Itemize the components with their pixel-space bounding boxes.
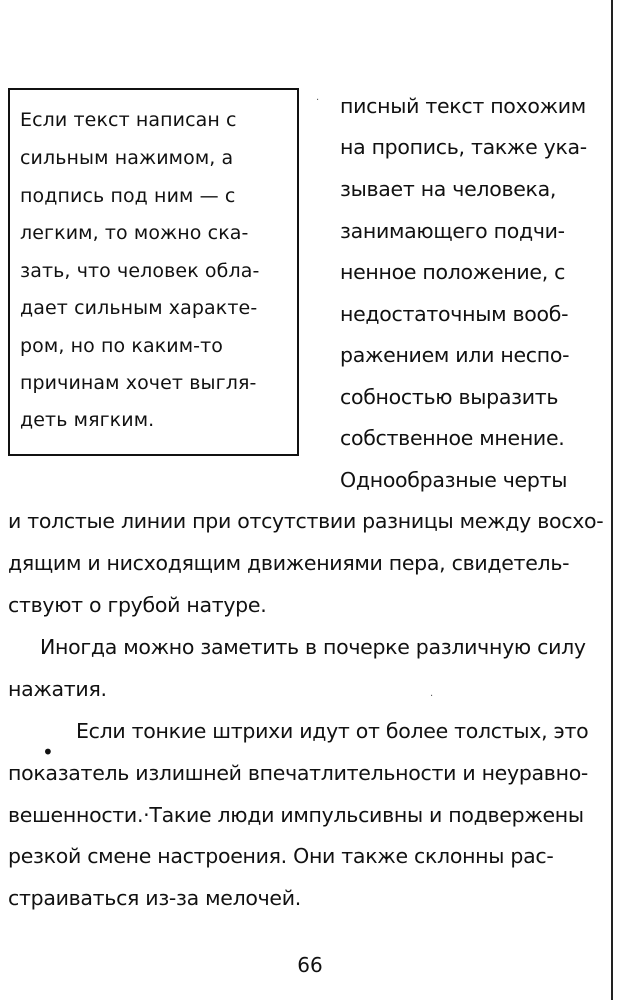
column-line: писный текст похожим — [340, 94, 586, 118]
sidebar-line: деть мягким. — [20, 409, 155, 431]
speck: · — [430, 691, 434, 702]
speck: · — [316, 95, 320, 106]
sidebar-line: легким, то можно ска- — [20, 222, 249, 244]
column-line: недостаточным вооб- — [340, 302, 569, 326]
page-edge-line — [611, 0, 613, 1000]
sidebar-line: ром, но по каким-то — [20, 335, 223, 357]
column-line: собственное мнение. — [340, 426, 565, 450]
body-line: показатель излишней впечатлительности и неуравно- — [8, 761, 589, 785]
column-line: ражением или неспо- — [340, 343, 570, 367]
sidebar-line: подпись под ним — с — [20, 185, 236, 207]
body-line: Иногда можно заметить в почерке различную силу — [40, 635, 586, 659]
body-line: вешенности.·Такие люди импульсивны и подвержены — [8, 803, 584, 827]
column-line: на пропись, также ука- — [340, 135, 587, 159]
sidebar-line: причинам хочет выгля- — [20, 372, 257, 394]
bullet-marker: • — [42, 740, 54, 764]
column-line: собностью выразить — [340, 385, 559, 409]
body-line: нажатия. — [8, 677, 107, 701]
page-number: 66 — [297, 953, 323, 977]
sidebar-line: сильным нажимом, а — [20, 147, 234, 169]
body-line: ствуют о грубой натуре. — [8, 593, 267, 617]
body-line: Если тонкие штрихи идут от более толстых, это — [76, 719, 589, 743]
sidebar-line: зать, что человек обла- — [20, 260, 260, 282]
column-line: зывает на человека, — [340, 177, 557, 201]
column-line: ненное положение, с — [340, 260, 566, 284]
column-line: Однообразные черты — [340, 468, 568, 492]
body-line: страиваться из-за мелочей. — [8, 886, 301, 910]
body-line: и толстые линии при отсутствии разницы между восхо- — [8, 509, 604, 533]
sidebar-line: Если текст написан с — [20, 109, 237, 131]
sidebar-line: дает сильным характе- — [20, 297, 258, 319]
column-line: занимающего подчи- — [340, 219, 565, 243]
body-line: дящим и нисходящим движениями пера, свидетель- — [8, 551, 570, 575]
body-line: резкой смене настроения. Они также склонны рас- — [8, 844, 554, 868]
